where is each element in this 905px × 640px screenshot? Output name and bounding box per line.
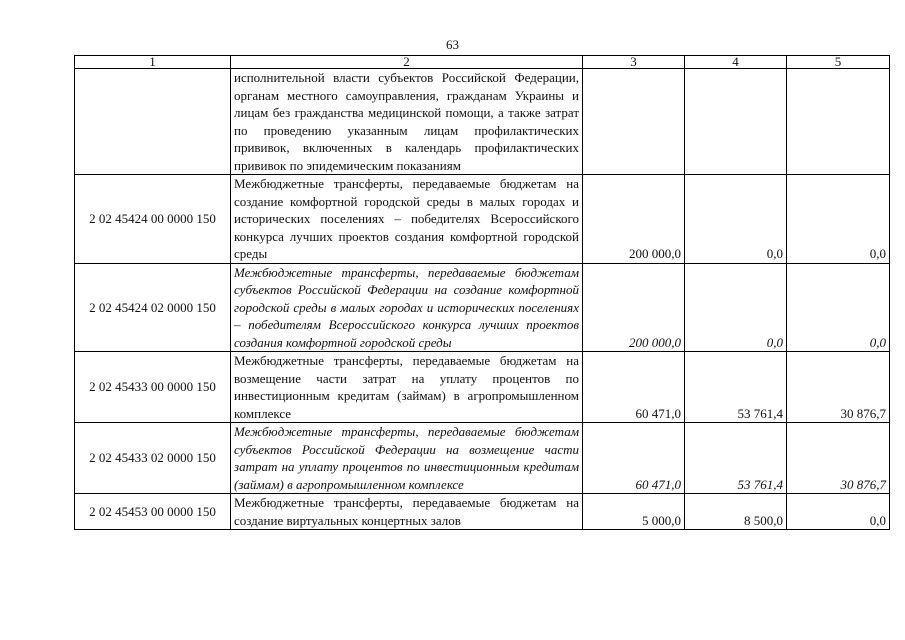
value-col-3: [583, 69, 685, 175]
budget-code: 2 02 45424 02 0000 150: [75, 263, 231, 352]
budget-code: [75, 69, 231, 175]
table-row: [75, 69, 890, 175]
value-col-3: 200 000,0: [583, 263, 685, 352]
row-description: Межбюджетные трансферты, передаваемые бюджетам на возмещение части затрат на уплату процентов по инвестиционным кредитам (займам) в агропромышленном комплексе: [231, 352, 583, 423]
value-col-5: 0,0: [787, 494, 890, 530]
value-col-4: 0,0: [685, 263, 787, 352]
column-header: 1: [75, 56, 231, 69]
row-description: Межбюджетные трансферты, передаваемые бюджетам субъектов Российской Федерации на возмещение части затрат на уплату процентов по инвестиционным кредитам (займам) в агропромышленном комплексе: [231, 423, 583, 494]
budget-code: 2 02 45433 00 0000 150: [75, 352, 231, 423]
budget-code: 2 02 45433 02 0000 150: [75, 423, 231, 494]
column-header: 2: [231, 56, 583, 69]
table-row: [75, 352, 890, 423]
page-number: 63: [446, 37, 459, 52]
column-header: 5: [787, 56, 890, 69]
column-header: 3: [583, 56, 685, 69]
value-col-3: 200 000,0: [583, 175, 685, 264]
row-description: исполнительной власти субъектов Российской Федерации, органам местного самоуправления, гражданам Украины и лицам без гражданства медицинской помощи, а также затрат по проведению указанным лицам профилактических прививок, включенных в календарь профилактических прививок по эпидемическим показаниям: [231, 69, 583, 175]
row-description: Межбюджетные трансферты, передаваемые бюджетам на создание комфортной городской среды в малых городах и исторических поселениях – победителях Всероссийского конкурса лучших проектов создания комфортной городской среды: [231, 175, 583, 264]
row-description: Межбюджетные трансферты, передаваемые бюджетам на создание виртуальных концертных залов: [231, 494, 583, 530]
value-col-3: 5 000,0: [583, 494, 685, 530]
value-col-4: [685, 69, 787, 175]
value-col-3: 60 471,0: [583, 352, 685, 423]
value-col-4: 0,0: [685, 175, 787, 264]
table-row: [75, 423, 890, 494]
value-col-5: 0,0: [787, 263, 890, 352]
table-header-row: [75, 56, 890, 69]
column-header: 4: [685, 56, 787, 69]
table-row: [75, 263, 890, 352]
row-description: Межбюджетные трансферты, передаваемые бюджетам субъектов Российской Федерации на создание комфортной городской среды в малых городах и исторических поселениях – победителям Всероссийского конкурса лучших проектов создания комфортной городской среды: [231, 263, 583, 352]
table-row: [75, 494, 890, 530]
value-col-5: 30 876,7: [787, 423, 890, 494]
value-col-4: 53 761,4: [685, 423, 787, 494]
budget-table: [74, 55, 890, 530]
value-col-5: 0,0: [787, 175, 890, 264]
budget-code: 2 02 45453 00 0000 150: [75, 494, 231, 530]
value-col-5: [787, 69, 890, 175]
budget-code: 2 02 45424 00 0000 150: [75, 175, 231, 264]
table-row: [75, 175, 890, 264]
value-col-3: 60 471,0: [583, 423, 685, 494]
value-col-4: 53 761,4: [685, 352, 787, 423]
value-col-5: 30 876,7: [787, 352, 890, 423]
value-col-4: 8 500,0: [685, 494, 787, 530]
